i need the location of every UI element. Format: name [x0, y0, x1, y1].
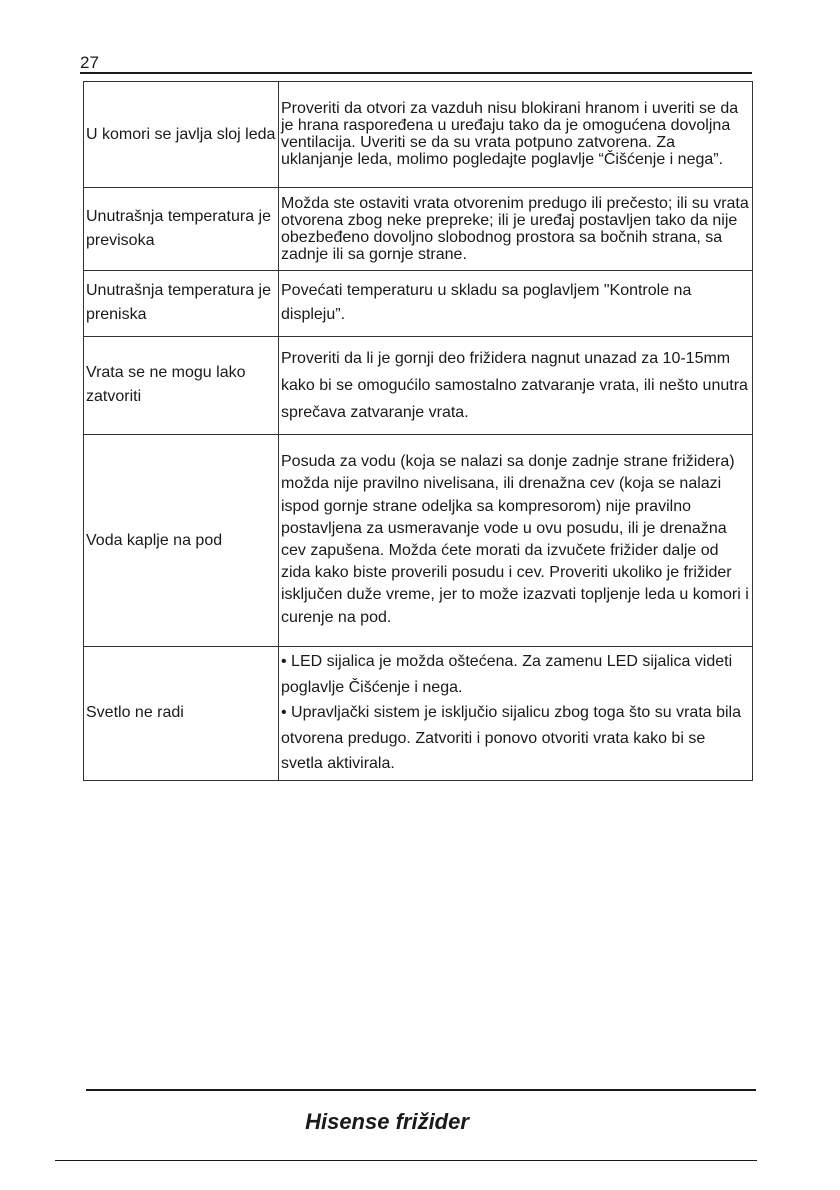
table-row — [84, 435, 753, 647]
problem-cell: Svetlo ne radi — [84, 647, 279, 781]
table-row — [84, 271, 753, 337]
table-row — [84, 647, 753, 781]
page-number: 27 — [80, 53, 99, 72]
solution-bullet: • LED sijalica je možda oštećena. Za zamenu LED sijalica videti poglavlje Čišćenje i nega. — [281, 653, 733, 696]
footer-brand-title: Hisense frižider — [305, 1109, 469, 1134]
solution-bullet: • Upravljački sistem je isključio sijalicu zbog toga što su vrata bila otvorena predugo. Zatvoriti i ponovo otvoriti vrata kako bi se svetla aktivirala. — [281, 704, 742, 772]
solution-cell — [279, 647, 753, 781]
solution-cell: Povećati temperaturu u skladu sa poglavljem "Kontrole na displeju”. — [279, 271, 753, 337]
solution-cell: Možda ste ostaviti vrata otvorenim predugo ili prečesto; ili su vrata otvorena zbog neke prepreke; ili je uređaj postavljen tako da nije obezbeđeno dovoljno slobodnog prostora sa bočnih strana, sa zadnje ili sa gornje strane. — [279, 188, 753, 271]
table-row — [84, 337, 753, 435]
problem-cell: Unutrašnja temperatura je preniska — [84, 271, 279, 337]
solution-cell: Posuda za vodu (koja se nalazi sa donje zadnje strane frižidera) možda nije pravilno nivelisana, ili drenažna cev (koja se nalazi ispod gornje strane odeljka sa kompresorom) nije pravilno postavljena za usmeravanje vode u ovu posudu, ili je drenažna cev zapušena. Možda ćete morati da izvučete frižider dalje od zida kako biste proverili posudu i cev. Proveriti ukoliko je frižider isključen duže vreme, jer to može izazvati topljenje leda u komori i curenje na pod. — [279, 435, 753, 647]
header-divider — [80, 72, 752, 74]
problem-cell: Voda kaplje na pod — [84, 435, 279, 647]
table-row — [84, 188, 753, 271]
solution-cell: Proveriti da otvori za vazduh nisu blokirani hranom i uveriti se da je hrana raspoređena u uređaju tako da je omogućena dovoljna ventilacija. Uveriti se da su vrata potpuno zatvorena. Za uklanjanje leda, molimo pogledajte poglavlje “Čišćenje i nega”. — [279, 82, 753, 188]
problem-cell: U komori se javlja sloj leda — [84, 82, 279, 188]
troubleshooting-table — [83, 81, 753, 781]
bottom-divider — [55, 1160, 757, 1161]
problem-cell: Unutrašnja temperatura je previsoka — [84, 188, 279, 271]
solution-cell: Proveriti da li je gornji deo frižidera nagnut unazad za 10-15mm kako bi se omogućilo samostalno zatvaranje vrata, ili nešto unutra sprečava zatvaranje vrata. — [279, 337, 753, 435]
problem-cell: Vrata se ne mogu lako zatvoriti — [84, 337, 279, 435]
footer-divider — [86, 1089, 756, 1091]
table-row — [84, 82, 753, 188]
